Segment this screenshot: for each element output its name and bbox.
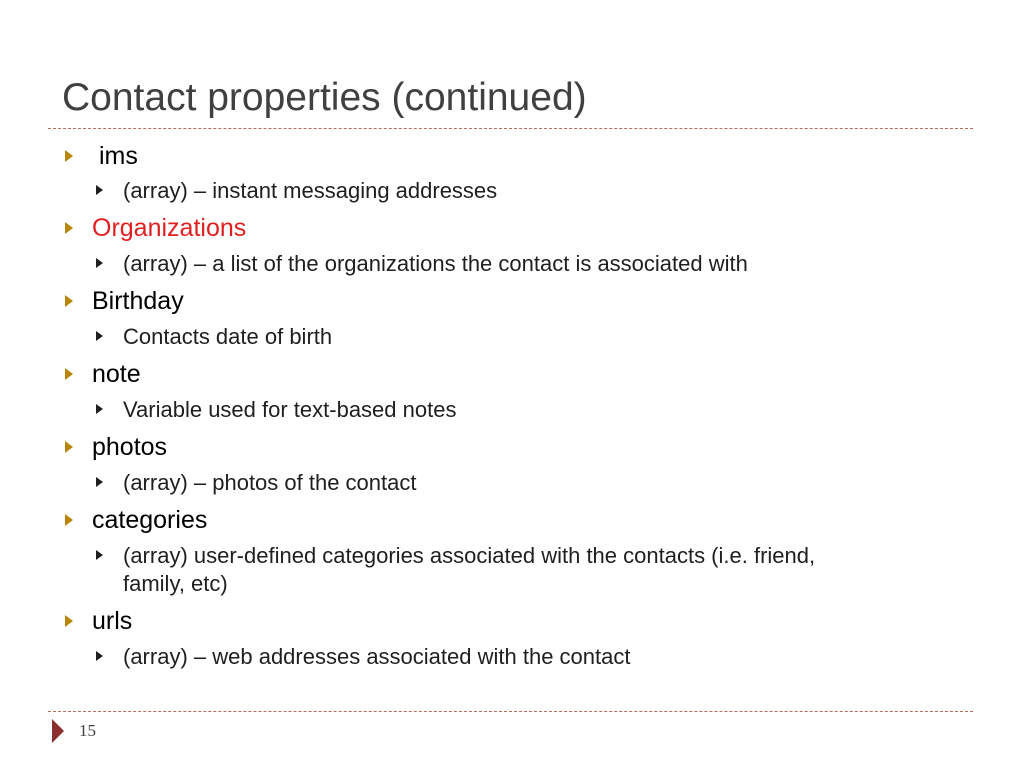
bullet-arrow-icon	[65, 295, 73, 307]
sub-bullet-categories	[123, 542, 815, 570]
sub-bullet-categories-continued	[123, 570, 228, 598]
sub-bullet-arrow-icon	[96, 331, 103, 341]
sub-bullet-organizations	[123, 250, 748, 278]
bullet-arrow-icon	[65, 222, 73, 234]
sub-bullet-arrow-icon	[96, 404, 103, 414]
sub-bullet-text-continued: family, etc)	[123, 571, 228, 596]
slide-title: Contact properties (continued)	[62, 76, 587, 119]
bullet-arrow-icon	[65, 368, 73, 380]
bullet-label: note	[92, 360, 141, 388]
sub-bullet-text: (array) – instant messaging addresses	[123, 178, 498, 203]
sub-bullet-text: Contacts date of birth	[123, 324, 333, 349]
corner-triangle-icon	[52, 719, 64, 743]
bullet-label: categories	[92, 506, 208, 534]
sub-bullet-urls	[123, 643, 630, 671]
page-number: 15	[79, 721, 96, 740]
sub-bullet-photos	[123, 469, 417, 497]
bullet-item-photos	[92, 432, 167, 462]
sub-bullet-arrow-icon	[96, 258, 103, 268]
bullet-item-birthday	[92, 286, 184, 316]
bullet-arrow-icon	[65, 514, 73, 526]
sub-bullet-note	[123, 396, 456, 424]
sub-bullet-text: Variable used for text-based notes	[123, 397, 457, 422]
sub-bullet-text: (array) – a list of the organizations the contact is associated with	[123, 251, 748, 276]
sub-bullet-arrow-icon	[96, 651, 103, 661]
bullet-label: ims	[99, 142, 138, 170]
bullet-item-ims	[99, 141, 138, 171]
bullet-arrow-icon	[65, 150, 73, 162]
sub-bullet-text: (array) – web addresses associated with the contact	[123, 644, 631, 669]
sub-bullet-arrow-icon	[96, 185, 103, 195]
bullet-label: urls	[92, 607, 133, 635]
bullet-label: Organizations	[92, 214, 247, 242]
sub-bullet-ims	[123, 177, 497, 205]
sub-bullet-birthday	[123, 323, 332, 351]
bullet-item-note	[92, 359, 141, 389]
bullet-arrow-icon	[65, 441, 73, 453]
bullet-item-organizations	[92, 213, 246, 243]
bullet-item-categories	[92, 505, 207, 535]
sub-bullet-text: (array) – photos of the contact	[123, 470, 417, 495]
footer-divider	[48, 711, 973, 712]
bullet-item-urls	[92, 606, 132, 636]
sub-bullet-arrow-icon	[96, 477, 103, 487]
bullet-label: Birthday	[92, 287, 184, 315]
bullet-label: photos	[92, 433, 168, 461]
sub-bullet-arrow-icon	[96, 550, 103, 560]
sub-bullet-text: (array) user-defined categories associated with the contacts (i.e. friend,	[123, 543, 816, 568]
bullet-arrow-icon	[65, 615, 73, 627]
